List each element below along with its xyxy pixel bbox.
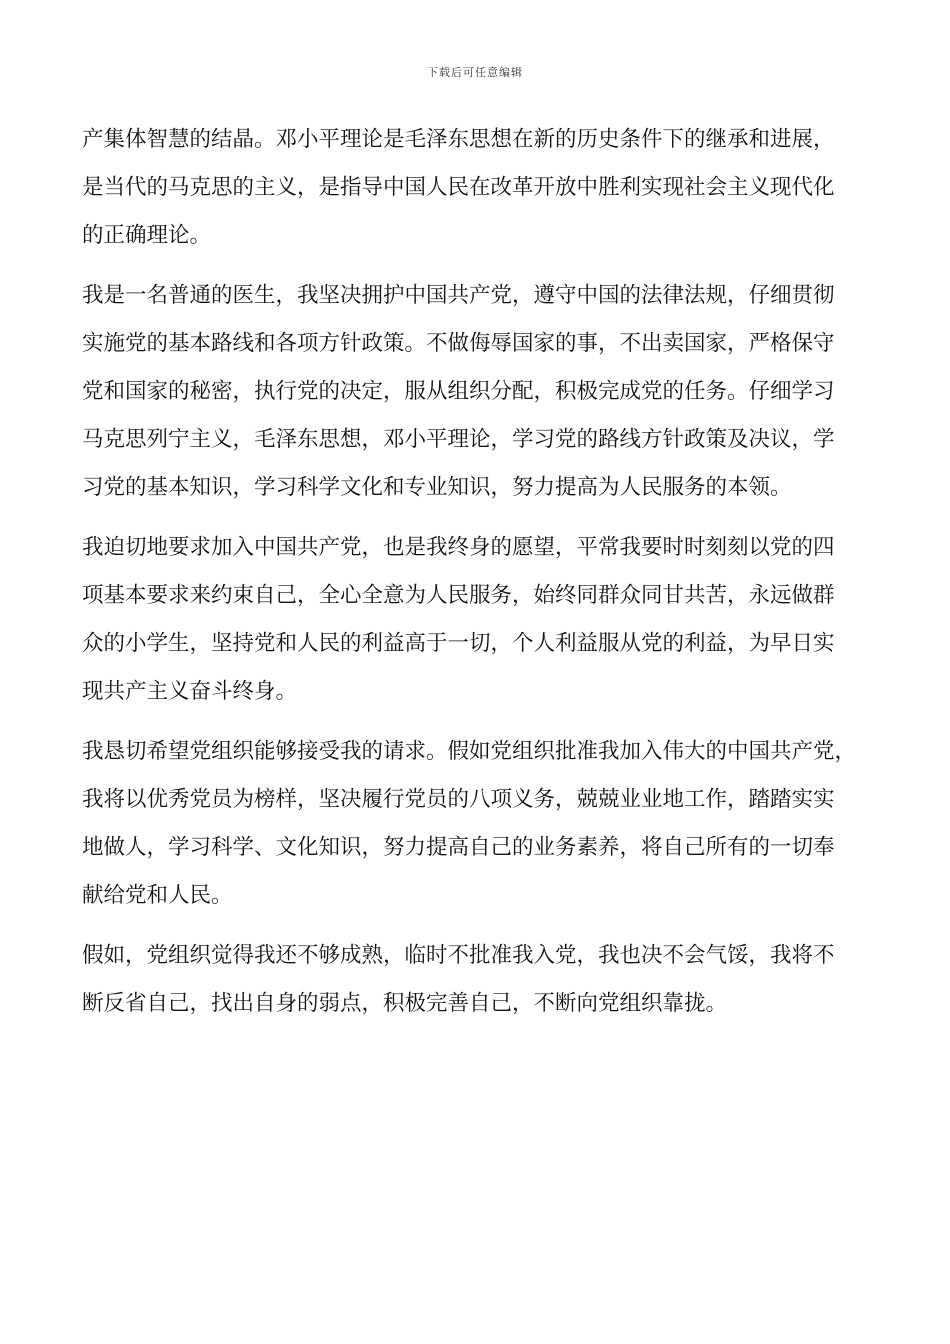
- text-line: 实施党的基本路线和各项方针政策。不做侮辱国家的事，不出卖国家，严格保守: [82, 331, 835, 356]
- text-line: 习党的基本知识，学习科学文化和专业知识，努力提高为人民服务的本领。: [82, 475, 792, 500]
- text-line: 我是一名普通的医生，我坚决拥护中国共产党，遵守中国的法律法规，仔细贯彻: [82, 283, 835, 308]
- paragraph: [82, 932, 872, 1028]
- document-body: [82, 116, 872, 1028]
- text-line: 断反省自己，找出自身的弱点，积极完善自己，不断向党组织靠拢。: [82, 991, 728, 1016]
- text-line: 产集体智慧的结晶。邓小平理论是毛泽东思想在新的历史条件下的继承和进展，: [82, 127, 835, 152]
- paragraph: [82, 524, 872, 716]
- text-line: 献给党和人民。: [82, 883, 233, 908]
- text-line: 党和国家的秘密，执行党的决定，服从组织分配，积极完成党的任务。仔细学习: [82, 379, 835, 404]
- text-line: 是当代的马克思的主义，是指导中国人民在改革开放中胜利实现社会主义现代化: [82, 175, 835, 200]
- paragraph: [82, 272, 872, 512]
- text-line: 我迫切地要求加入中国共产党，也是我终身的愿望，平常我要时时刻刻以党的四: [82, 535, 835, 560]
- text-line: 项基本要求来约束自己，全心全意为人民服务，始终同群众同甘共苦，永远做群: [82, 583, 835, 608]
- page-header-note: 下载后可任意编辑: [427, 66, 523, 79]
- text-line: 我恳切希望党组织能够接受我的请求。假如党组织批准我加入伟大的中国共产党，: [82, 739, 857, 764]
- text-line: 我将以优秀党员为榜样，坚决履行党员的八项义务，兢兢业业地工作，踏踏实实: [82, 787, 835, 812]
- text-line: 马克思列宁主义，毛泽东思想，邓小平理论，学习党的路线方针政策及决议，学: [82, 427, 835, 452]
- text-line: 现共产主义奋斗终身。: [82, 679, 298, 704]
- text-line: 的正确理论。: [82, 223, 212, 248]
- text-line: 众的小学生，坚持党和人民的利益高于一切，个人利益服从党的利益，为早日实: [82, 631, 835, 656]
- paragraph: [82, 728, 872, 920]
- text-line: 地做人，学习科学、文化知识，努力提高自己的业务素养，将自己所有的一切奉: [82, 835, 835, 860]
- paragraph: [82, 116, 872, 260]
- text-line: 假如，党组织觉得我还不够成熟，临时不批准我入党，我也决不会气馁，我将不: [82, 943, 835, 968]
